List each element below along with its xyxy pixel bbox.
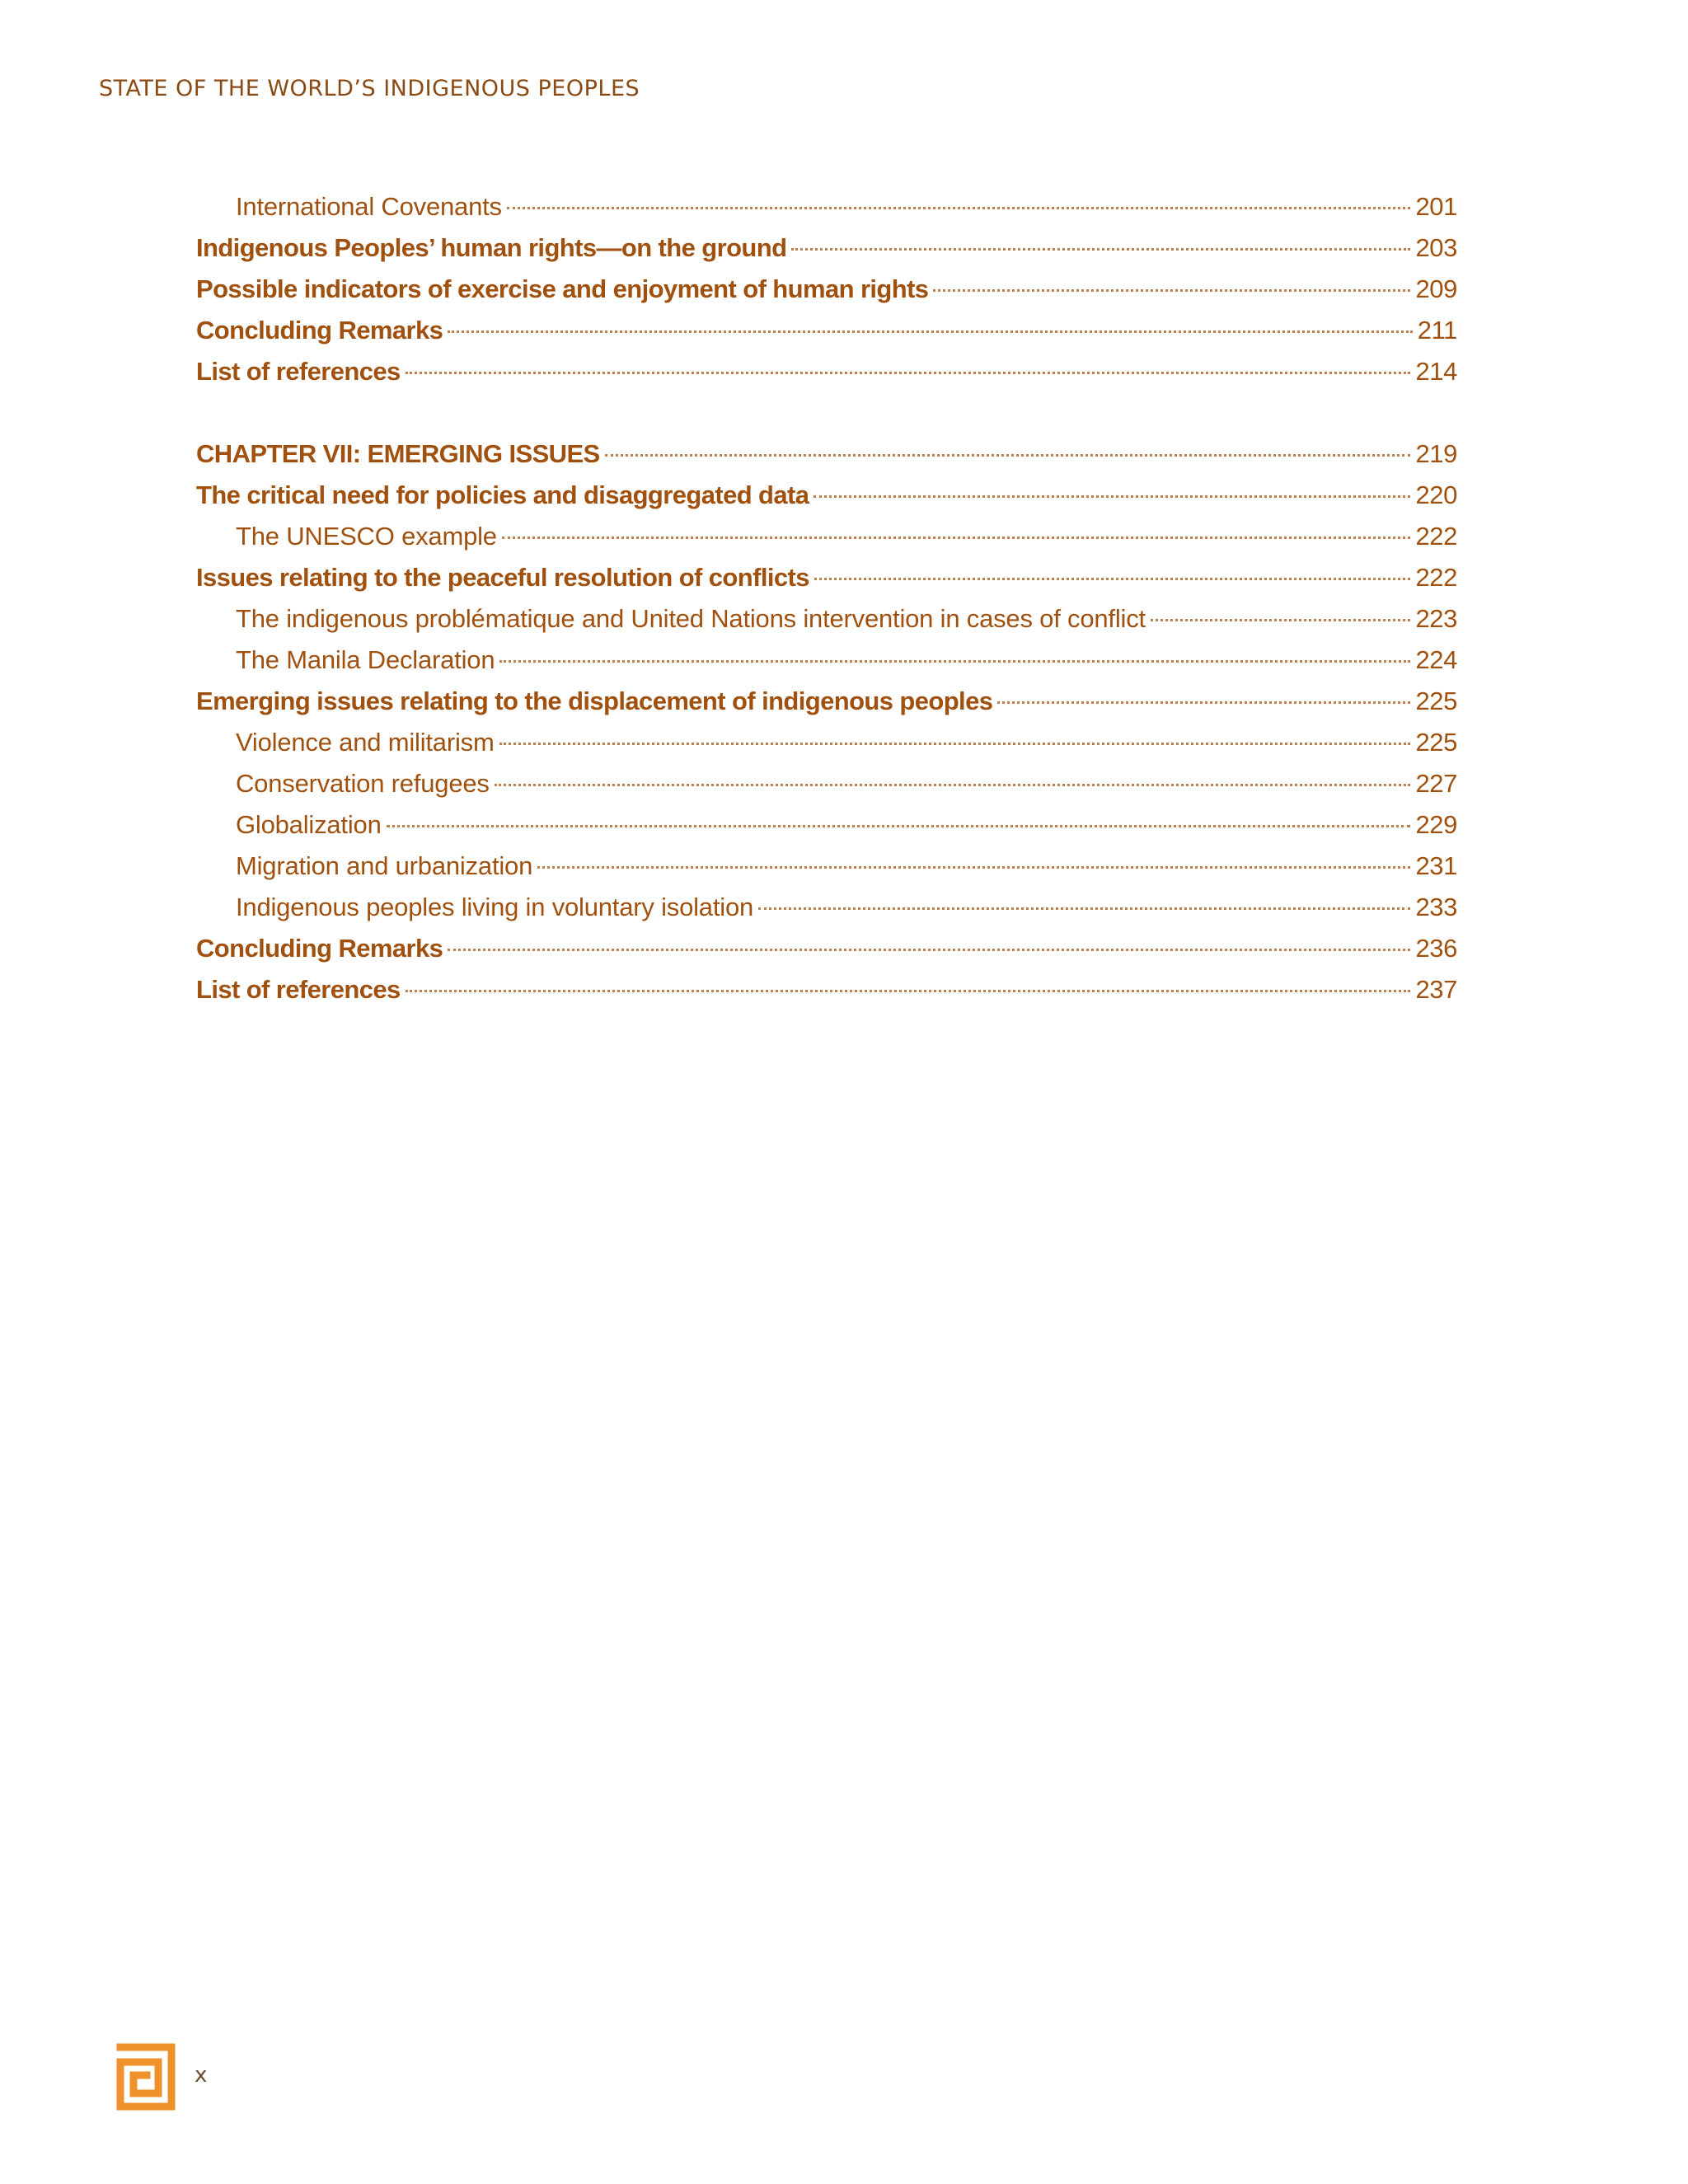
toc-entry-title: The indigenous problématique and United Nations intervention in cases of conflict	[236, 604, 1146, 633]
toc-leader-dots	[406, 372, 1411, 374]
toc-entry-page: 231	[1415, 851, 1457, 880]
toc-entry-title: The critical need for policies and disaggregated data	[196, 480, 809, 509]
toc-entry-title: The Manila Declaration	[236, 645, 495, 674]
spiral-square-logo-icon	[115, 2042, 176, 2111]
toc-entry-page: 203	[1415, 233, 1457, 262]
toc-entry-title: Possible indicators of exercise and enjoyment of human rights	[196, 274, 929, 303]
toc-entry-page: 223	[1415, 604, 1457, 633]
toc-entry[interactable]	[196, 887, 1457, 928]
toc-entry[interactable]	[196, 516, 1457, 557]
toc-leader-dots	[758, 907, 1410, 910]
toc-entry-title: List of references	[196, 975, 401, 1004]
toc-entry-title: Emerging issues relating to the displacement of indigenous peoples	[196, 687, 993, 715]
toc-entry[interactable]	[196, 846, 1457, 887]
toc-entry-page: 233	[1415, 893, 1457, 921]
toc-leader-dots	[406, 990, 1411, 992]
table-of-contents	[196, 186, 1457, 1010]
toc-entry-page: 227	[1415, 769, 1457, 798]
toc-entry[interactable]	[196, 269, 1457, 310]
toc-entry-title: International Covenants	[236, 192, 502, 221]
toc-entry-page: 225	[1415, 687, 1457, 715]
toc-leader-dots	[502, 537, 1411, 539]
toc-leader-dots	[387, 825, 1411, 827]
toc-leader-dots	[814, 495, 1410, 498]
toc-entry-title: Violence and militarism	[236, 728, 495, 757]
toc-leader-dots	[499, 660, 1410, 663]
toc-entry[interactable]	[196, 722, 1457, 763]
toc-entry-title: Indigenous Peoples’ human rights—on the ground	[196, 233, 787, 262]
toc-entry-title: Conservation refugees	[236, 769, 490, 798]
toc-entry[interactable]	[196, 640, 1457, 681]
toc-entry-page: 222	[1415, 563, 1457, 592]
toc-leader-dots	[495, 784, 1411, 786]
toc-leader-dots	[605, 454, 1411, 457]
toc-entry[interactable]	[196, 186, 1457, 227]
toc-entry-title: Indigenous peoples living in voluntary isolation	[236, 893, 754, 921]
toc-entry[interactable]	[196, 598, 1457, 640]
toc-entry-title: List of references	[196, 357, 401, 386]
toc-entry-page: 237	[1415, 975, 1457, 1004]
toc-leader-dots	[997, 701, 1410, 704]
toc-entry[interactable]	[196, 928, 1457, 969]
toc-spacer	[196, 392, 1457, 434]
toc-entry[interactable]	[196, 969, 1457, 1010]
toc-entry-page: 201	[1415, 192, 1457, 221]
toc-entry-title: Migration and urbanization	[236, 851, 533, 880]
toc-entry-page: 219	[1415, 439, 1457, 468]
toc-entry-page: 211	[1417, 316, 1457, 344]
toc-entry-page: 229	[1415, 810, 1457, 839]
toc-leader-dots	[507, 207, 1411, 209]
toc-leader-dots	[537, 866, 1410, 869]
toc-leader-dots	[791, 248, 1410, 251]
toc-entry-page: 220	[1415, 480, 1457, 509]
toc-entry[interactable]	[196, 804, 1457, 846]
toc-entry-title: The UNESCO example	[236, 522, 497, 551]
toc-entry-title: Globalization	[236, 810, 382, 839]
toc-leader-dots	[933, 289, 1410, 292]
toc-entry-page: 224	[1415, 645, 1457, 674]
toc-entry-title: Concluding Remarks	[196, 934, 443, 963]
toc-entry-page: 225	[1415, 728, 1457, 757]
toc-entry-title: Concluding Remarks	[196, 316, 443, 344]
toc-entry-chapter[interactable]	[196, 434, 1457, 475]
toc-entry-page: 236	[1415, 934, 1457, 963]
toc-leader-dots	[1151, 619, 1411, 621]
page-number: x	[195, 2063, 208, 2088]
toc-entry[interactable]	[196, 351, 1457, 392]
toc-leader-dots	[448, 949, 1410, 951]
toc-leader-dots	[499, 743, 1411, 745]
toc-entry-title: CHAPTER VII: EMERGING ISSUES	[196, 439, 600, 468]
toc-leader-dots	[814, 578, 1411, 580]
toc-entry-page: 222	[1415, 522, 1457, 551]
toc-entry-page: 214	[1415, 357, 1457, 386]
toc-entry[interactable]	[196, 763, 1457, 804]
toc-entry-page: 209	[1415, 274, 1457, 303]
toc-entry-title: Issues relating to the peaceful resolution of conflicts	[196, 563, 809, 592]
toc-entry[interactable]	[196, 227, 1457, 269]
toc-entry[interactable]	[196, 475, 1457, 516]
toc-leader-dots	[448, 330, 1413, 333]
running-header: STATE OF THE WORLD’S INDIGENOUS PEOPLES	[99, 76, 640, 101]
toc-entry[interactable]	[196, 557, 1457, 598]
toc-entry[interactable]	[196, 310, 1457, 351]
toc-entry[interactable]	[196, 681, 1457, 722]
